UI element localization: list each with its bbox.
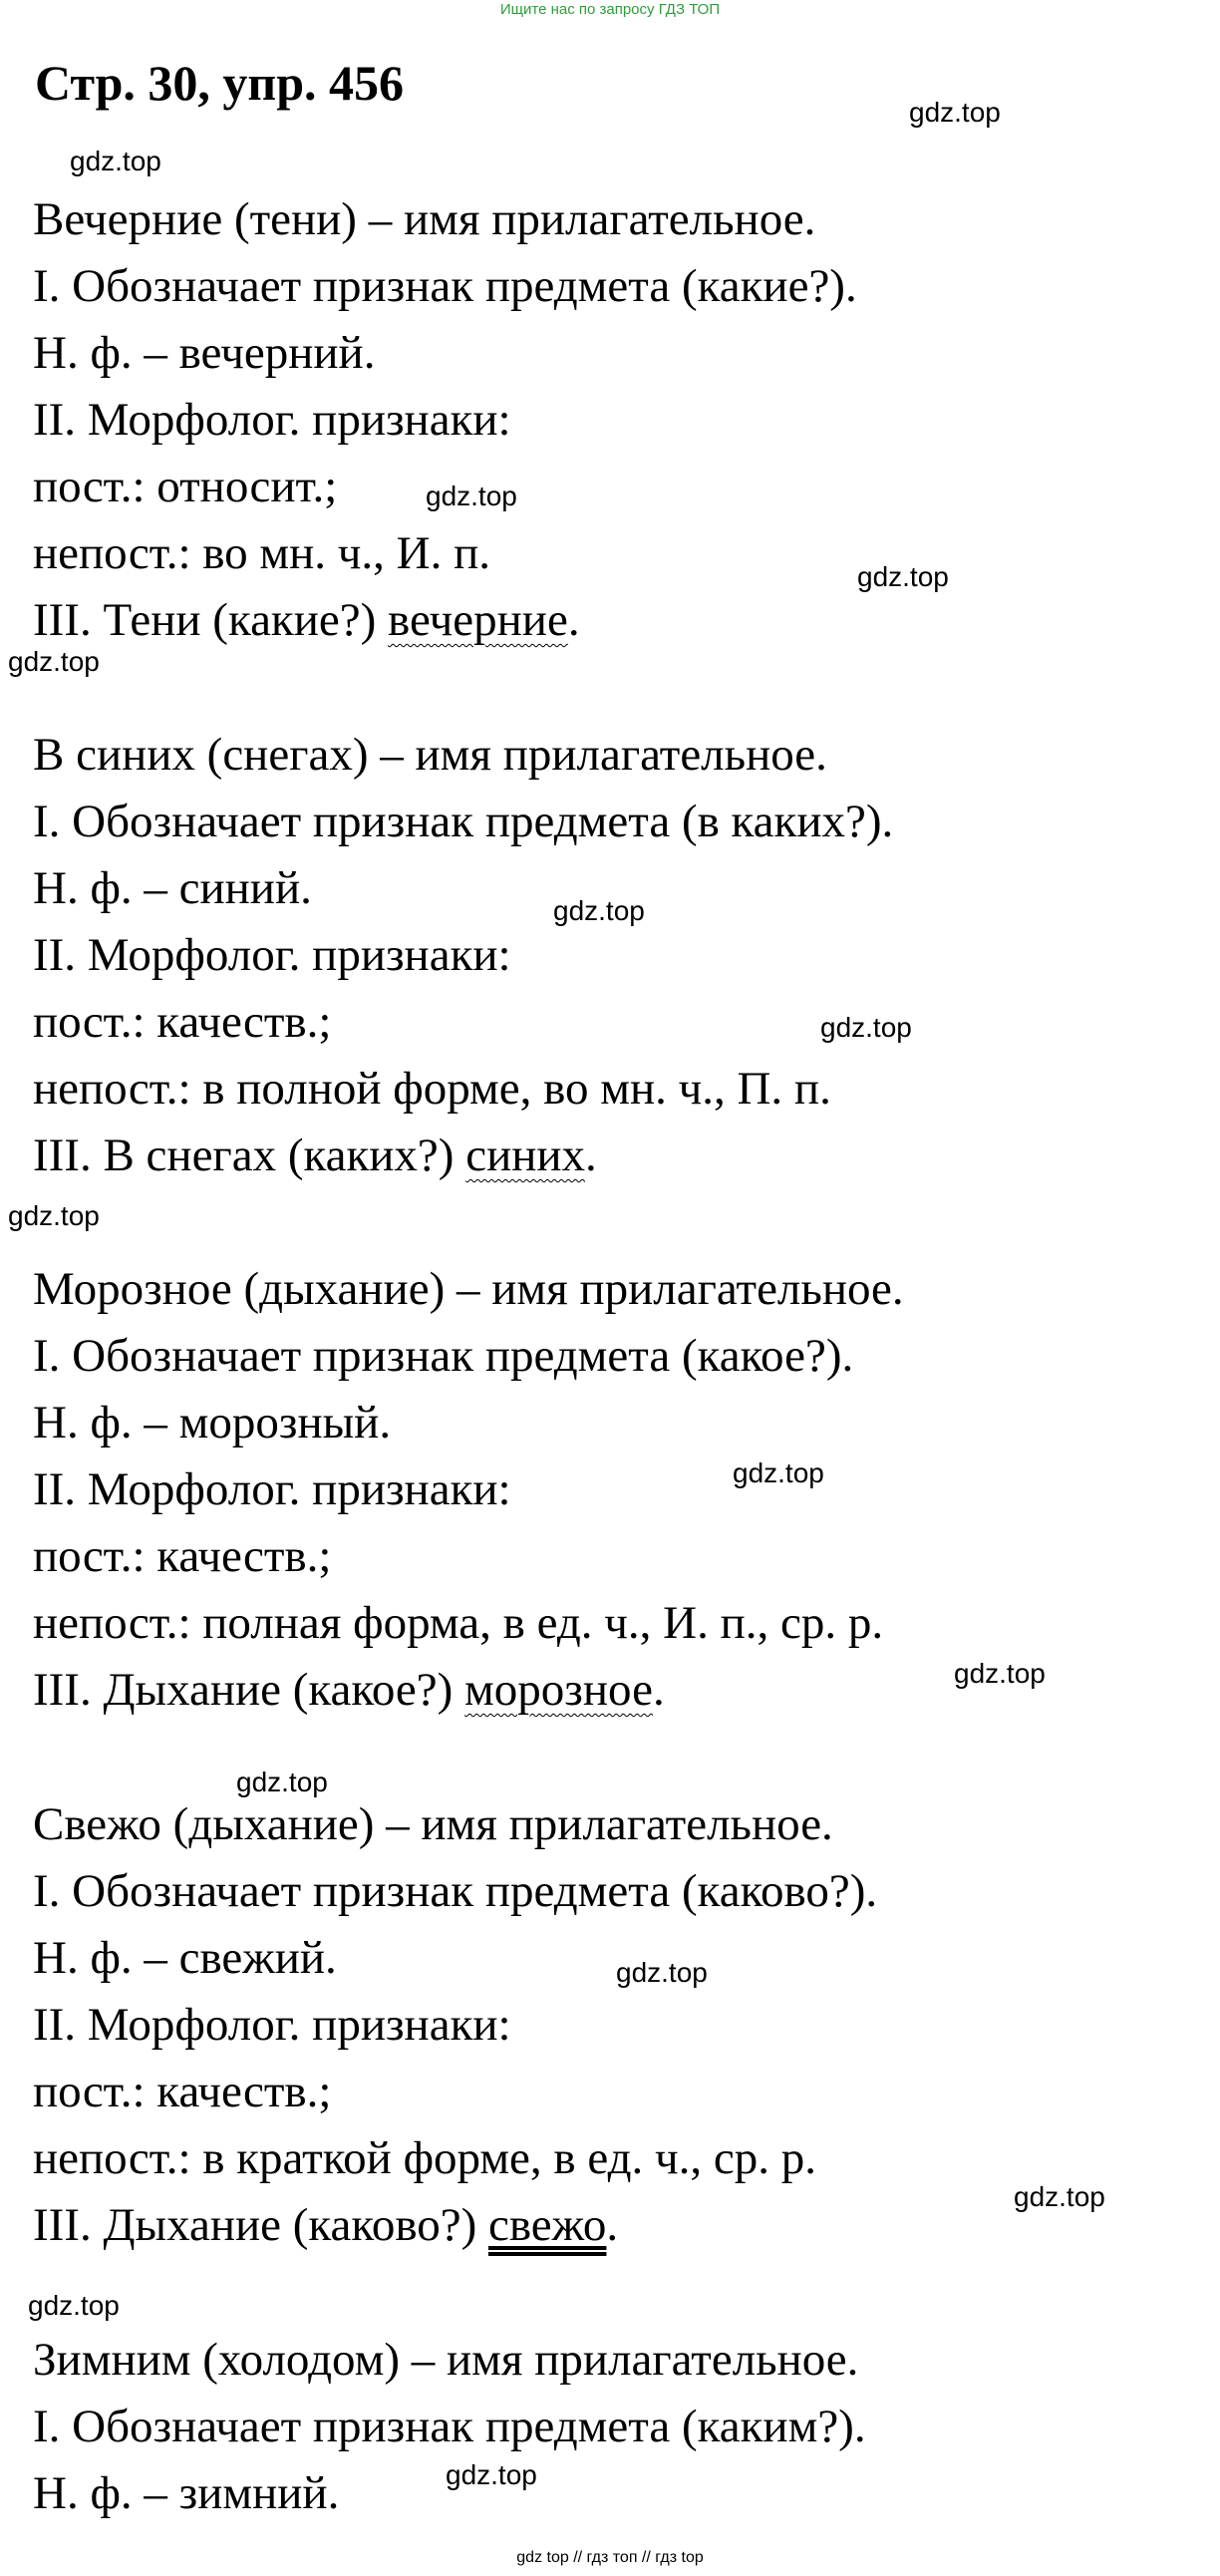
watermark: gdz.top xyxy=(70,146,161,176)
morph-heading: II. Морфолог. признаки: xyxy=(33,394,511,446)
morph-heading: II. Морфолог. признаки: xyxy=(33,1463,511,1515)
watermark: gdz.top xyxy=(28,2290,120,2321)
constant-features: пост.: качеств.; xyxy=(33,2066,332,2117)
variable-features: непост.: полная форма, в ед. ч., И. п., ср. р. xyxy=(33,1597,884,1649)
watermark: gdz.top xyxy=(8,646,100,677)
section-svezho xyxy=(33,1791,877,2259)
meaning-line: I. Обозначает признак предмета (каково?). xyxy=(33,1865,878,1917)
watermark: gdz.top xyxy=(553,895,645,926)
initial-form-line: Н. ф. – свежий. xyxy=(33,1932,337,1984)
section-heading: В синих (снегах) – имя прилагательное. xyxy=(33,729,827,781)
syntax-prefix: III. Дыхание (каково?) xyxy=(33,2199,488,2251)
constant-features: пост.: качеств.; xyxy=(33,1530,332,1582)
watermark: gdz.top xyxy=(8,1200,100,1231)
watermark: gdz.top xyxy=(616,1957,708,1988)
syntax-prefix: III. Тени (какие?) xyxy=(33,594,389,646)
watermark: gdz.top xyxy=(954,1658,1046,1689)
section-sinih xyxy=(33,722,893,1189)
section-heading: Свежо (дыхание) – имя прилагательное. xyxy=(33,1798,833,1850)
watermark: gdz.top xyxy=(236,1767,328,1797)
constant-features: пост.: качеств.; xyxy=(33,996,332,1048)
watermark: gdz.top xyxy=(820,1012,912,1043)
section-vechernie xyxy=(33,186,857,654)
page-title: Стр. 30, упр. 456 xyxy=(35,55,405,111)
meaning-line: I. Обозначает признак предмета (каким?). xyxy=(33,2401,866,2452)
section-zimnim xyxy=(33,2327,866,2527)
watermark: gdz.top xyxy=(1014,2181,1105,2212)
syntax-suffix: . xyxy=(585,1129,597,1181)
syntax-prefix: III. В снегах (каких?) xyxy=(33,1129,466,1181)
watermark: gdz.top xyxy=(733,1457,824,1488)
syntax-word: свежо xyxy=(487,2199,607,2251)
variable-features: непост.: в полной форме, во мн. ч., П. п. xyxy=(33,1063,831,1115)
watermark: gdz.top xyxy=(426,481,517,511)
syntax-suffix: . xyxy=(652,1664,665,1716)
watermark: gdz.top xyxy=(857,561,949,592)
morph-heading: II. Морфолог. признаки: xyxy=(33,1999,511,2051)
syntax-line xyxy=(33,2192,877,2259)
syntax-prefix: III. Дыхание (какое?) xyxy=(33,1664,465,1716)
syntax-line xyxy=(33,587,857,654)
syntax-word: вечерние xyxy=(388,594,568,646)
syntax-word: синих xyxy=(465,1129,586,1181)
meaning-line: I. Обозначает признак предмета (какое?). xyxy=(33,1330,854,1382)
section-heading: Вечерние (тени) – имя прилагательное. xyxy=(33,193,816,245)
initial-form-line: Н. ф. – синий. xyxy=(33,862,312,914)
initial-form-line: Н. ф. – морозный. xyxy=(33,1397,392,1449)
watermark: gdz.top xyxy=(446,2459,537,2490)
initial-form-line: Н. ф. – зимний. xyxy=(33,2467,340,2519)
syntax-line xyxy=(33,1123,893,1189)
section-heading: Зимним (холодом) – имя прилагательное. xyxy=(33,2334,859,2386)
meaning-line: I. Обозначает признак предмета (какие?). xyxy=(33,260,857,312)
watermark: gdz.top xyxy=(909,97,1001,128)
footer-watermark: gdz top // гдз топ // гдз top xyxy=(516,2549,704,2566)
syntax-line xyxy=(33,1657,904,1724)
syntax-suffix: . xyxy=(567,594,580,646)
section-moroznoe xyxy=(33,1256,904,1724)
variable-features: непост.: в краткой форме, в ед. ч., ср. р. xyxy=(33,2132,817,2184)
constant-features: пост.: относит.; xyxy=(33,461,338,512)
variable-features: непост.: во мн. ч., И. п. xyxy=(33,527,491,579)
syntax-word: морозное xyxy=(464,1664,653,1716)
initial-form-line: Н. ф. – вечерний. xyxy=(33,327,376,379)
syntax-suffix: . xyxy=(606,2199,619,2251)
top-banner: Ищите нас по запросу ГДЗ ТОП xyxy=(499,1,721,18)
section-heading: Морозное (дыхание) – имя прилагательное. xyxy=(33,1263,904,1315)
meaning-line: I. Обозначает признак предмета (в каких?). xyxy=(33,796,894,847)
morph-heading: II. Морфолог. признаки: xyxy=(33,929,511,981)
